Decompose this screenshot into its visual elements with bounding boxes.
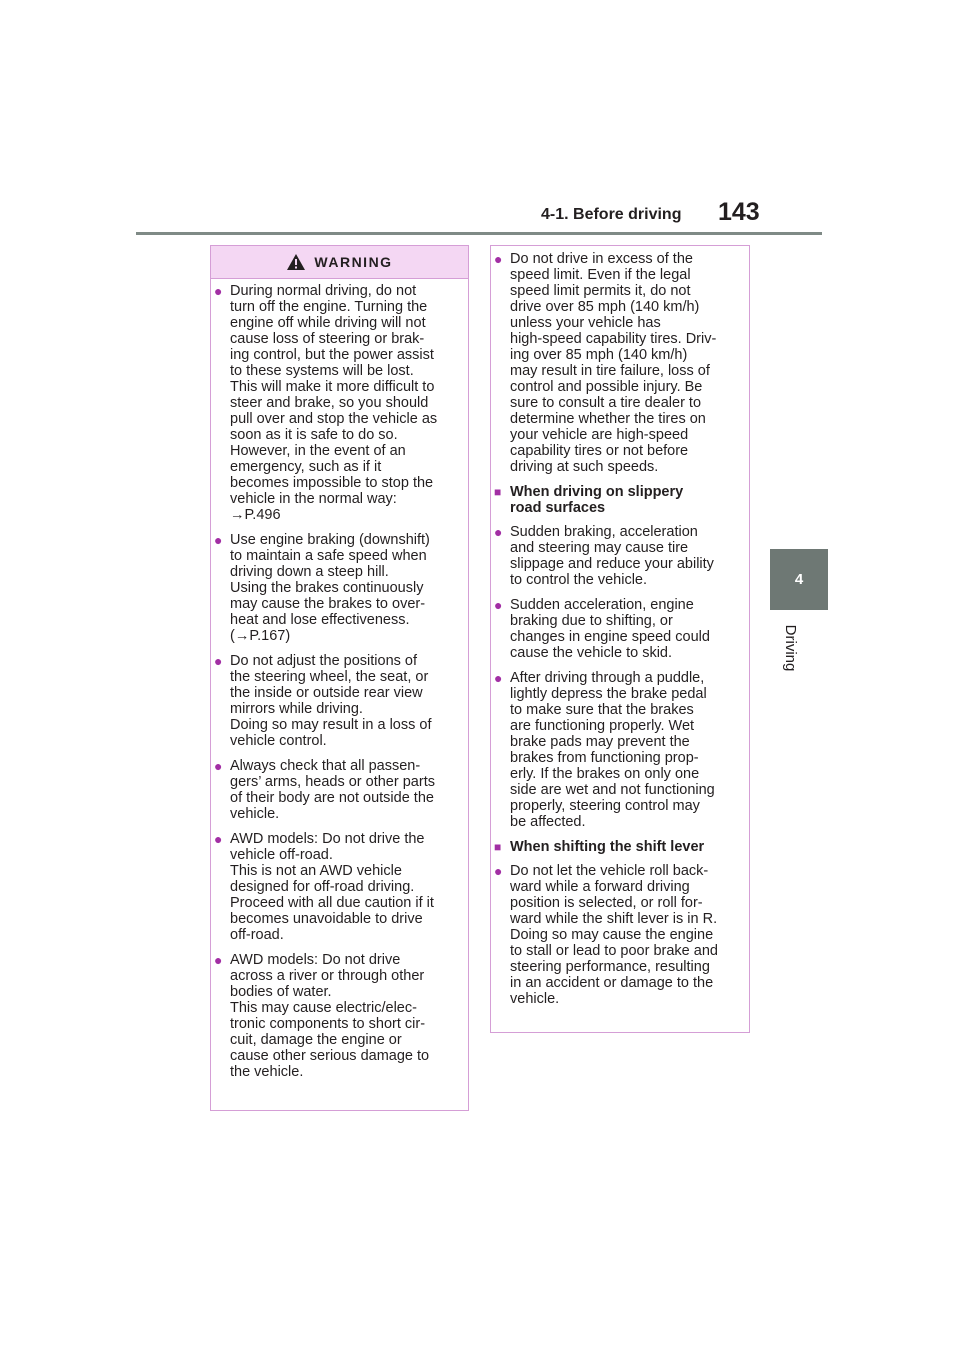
chapter-number: 4 (794, 571, 804, 588)
bullet-icon: ● (494, 670, 503, 686)
text-line: bodies of water. (230, 984, 332, 1000)
section-title: 4-1. Before driving (541, 206, 682, 223)
text-line: Using the brakes continuously (230, 580, 424, 596)
text-line: may cause the brakes to over- (230, 596, 426, 612)
square-marker-icon: ■ (494, 485, 502, 499)
warning-item (214, 758, 458, 822)
text-line: AWD models: Do not drive the (230, 831, 425, 847)
text-line: speed limit permits it, do not (510, 283, 691, 299)
text-line: gers’ arms, heads or other parts (230, 774, 435, 790)
text-line: be affected. (510, 814, 586, 830)
bullet-text (230, 653, 458, 749)
text-line: tronic components to short cir- (230, 1016, 426, 1032)
text-line: the inside or outside rear view (230, 685, 423, 701)
text-line: properly, steering control may (510, 798, 700, 814)
text-line: →P.496 (230, 507, 281, 523)
text-line: steering performance, resulting (510, 959, 710, 975)
text-line: pull over and stop the vehicle as (230, 411, 438, 427)
text-line: vehicle in the normal way: (230, 491, 397, 507)
text-line: This may cause electric/elec- (230, 1000, 417, 1016)
bullet-icon: ● (494, 863, 503, 879)
text-line: ward while the shift lever is in R. (510, 911, 718, 927)
text-line: of their body are not outside the (230, 790, 434, 806)
text-line: and steering may cause tire (510, 540, 689, 556)
text-line: to control the vehicle. (510, 572, 648, 588)
text-line: ing control, but the power assist (230, 347, 434, 363)
warning-triangle-icon (286, 253, 306, 271)
text-line: sure to consult a tire dealer to (510, 395, 702, 411)
warning-header (211, 246, 468, 279)
text-line: emergency, such as if it (230, 459, 382, 475)
text-line: lightly depress the brake pedal (510, 686, 707, 702)
text-line: becomes impossible to stop the (230, 475, 434, 491)
text-line: Use engine braking (downshift) (230, 532, 430, 548)
bullet-text (510, 863, 739, 1007)
text-line: to maintain a safe speed when (230, 548, 427, 564)
shift-item (494, 863, 739, 1007)
text-line: heat and lose effectiveness. (230, 612, 410, 628)
bullet-text (510, 670, 739, 830)
text-line: designed for off-road driving. (230, 879, 415, 895)
text-line: erly. If the brakes on only one (510, 766, 700, 782)
text-line: changes in engine speed could (510, 629, 710, 645)
text-line: Sudden acceleration, engine (510, 597, 694, 613)
text-line: Doing so may result in a loss of (230, 717, 432, 733)
text-line: brakes from functioning prop- (510, 750, 699, 766)
text-line: cause the vehicle to skid. (510, 645, 673, 661)
warning-item (214, 532, 458, 644)
text-line: braking due to shifting, or (510, 613, 673, 629)
shift-lever-heading (494, 839, 739, 855)
text-line: This will make it more difficult to (230, 379, 435, 395)
text-line: vehicle control. (230, 733, 327, 749)
text-line: across a river or through other (230, 968, 425, 984)
text-line: Always check that all passen- (230, 758, 421, 774)
text-line: brake pads may prevent the (510, 734, 690, 750)
bullet-icon: ● (214, 532, 223, 548)
text-line: (→P.167) (230, 628, 291, 644)
text-line: the vehicle. (230, 1064, 304, 1080)
heading-line: road surfaces (510, 500, 606, 516)
warning-item (214, 653, 458, 749)
text-line: slippage and reduce your ability (510, 556, 714, 572)
bullet-text (230, 283, 458, 523)
text-line: This is not an AWD vehicle (230, 863, 402, 879)
text-line: Do not adjust the positions of (230, 653, 418, 669)
bullet-icon: ● (214, 831, 223, 847)
square-marker-icon: ■ (494, 840, 502, 854)
header-divider (136, 232, 822, 235)
bullet-icon: ● (214, 952, 223, 968)
text-line: determine whether the tires on (510, 411, 706, 427)
text-line: cause other serious damage to (230, 1048, 430, 1064)
text-line: side are wet and not functioning (510, 782, 715, 798)
text-line: vehicle. (230, 806, 280, 822)
warning-item (214, 831, 458, 943)
bullet-text (510, 524, 739, 588)
heading-line: When driving on slippery (510, 484, 684, 500)
bullet-text (230, 952, 458, 1080)
bullet-icon: ● (494, 524, 503, 540)
slippery-item (494, 524, 739, 588)
text-line: Do not drive in excess of the (510, 251, 693, 267)
text-line: are functioning properly. Wet (510, 718, 695, 734)
page-number: 143 (718, 198, 760, 226)
text-line: turn off the engine. Turning the (230, 299, 428, 315)
text-line: mirrors while driving. (230, 701, 363, 717)
slippery-item (494, 597, 739, 661)
text-line: in an accident or damage to the (510, 975, 714, 991)
bullet-icon: ● (494, 251, 503, 267)
text-line: becomes unavoidable to drive (230, 911, 423, 927)
text-line: may result in tire failure, loss of (510, 363, 710, 379)
text-line: off-road. (230, 927, 284, 943)
text-line: drive over 85 mph (140 km/h) (510, 299, 700, 315)
text-line: high-speed capability tires. Driv- (510, 331, 717, 347)
text-line: steer and brake, so you should (230, 395, 429, 411)
warning-item (214, 283, 458, 523)
bullet-text (230, 758, 458, 822)
text-line: engine off while driving will not (230, 315, 426, 331)
bullet-icon: ● (214, 653, 223, 669)
text-line: to stall or lead to poor brake and (510, 943, 718, 959)
heading-line: When shifting the shift lever (510, 839, 705, 855)
text-line: However, in the event of an (230, 443, 406, 459)
bullet-text (230, 831, 458, 943)
bullet-icon: ● (494, 597, 503, 613)
text-line: the steering wheel, the seat, or (230, 669, 429, 685)
text-line: After driving through a puddle, (510, 670, 705, 686)
warning-item (214, 952, 458, 1080)
text-line: capability tires or not before (510, 443, 689, 459)
text-line: Sudden braking, acceleration (510, 524, 698, 540)
continued-warning-column (490, 245, 750, 1033)
text-line: to make sure that the brakes (510, 702, 694, 718)
text-line: your vehicle are high-speed (510, 427, 689, 443)
text-line: ing over 85 mph (140 km/h) (510, 347, 688, 363)
text-line: vehicle off-road. (230, 847, 333, 863)
slippery-item (494, 670, 739, 830)
text-line: control and possible injury. Be (510, 379, 703, 395)
bullet-text (510, 597, 739, 661)
text-line: AWD models: Do not drive (230, 952, 401, 968)
chapter-label: Driving (782, 624, 799, 672)
text-line: driving down a steep hill. (230, 564, 389, 580)
chapter-tab[interactable] (770, 549, 828, 610)
slippery-roads-heading (494, 484, 739, 516)
text-line: driving at such speeds. (510, 459, 659, 475)
text-line: ward while a forward driving (510, 879, 690, 895)
text-line: speed limit. Even if the legal (510, 267, 691, 283)
warning-content (211, 279, 468, 1080)
text-line: Doing so may cause the engine (510, 927, 714, 943)
text-line: vehicle. (510, 991, 560, 1007)
text-line: cause loss of steering or brak- (230, 331, 425, 347)
text-line: position is selected, or roll for- (510, 895, 703, 911)
bullet-icon: ● (214, 758, 223, 774)
speed-warning-item (494, 251, 739, 475)
text-line: Do not let the vehicle roll back- (510, 863, 709, 879)
text-line: to these systems will be lost. (230, 363, 414, 379)
text-line: cuit, damage the engine or (230, 1032, 402, 1048)
text-line: soon as it is safe to do so. (230, 427, 398, 443)
warning-box (210, 245, 469, 1111)
text-line: During normal driving, do not (230, 283, 417, 299)
bullet-text (230, 532, 458, 644)
bullet-text (510, 251, 739, 475)
right-column-content (491, 246, 749, 1007)
text-line: Proceed with all due caution if it (230, 895, 434, 911)
warning-title: WARNING (314, 254, 393, 270)
bullet-icon: ● (214, 283, 223, 299)
text-line: unless your vehicle has (510, 315, 661, 331)
